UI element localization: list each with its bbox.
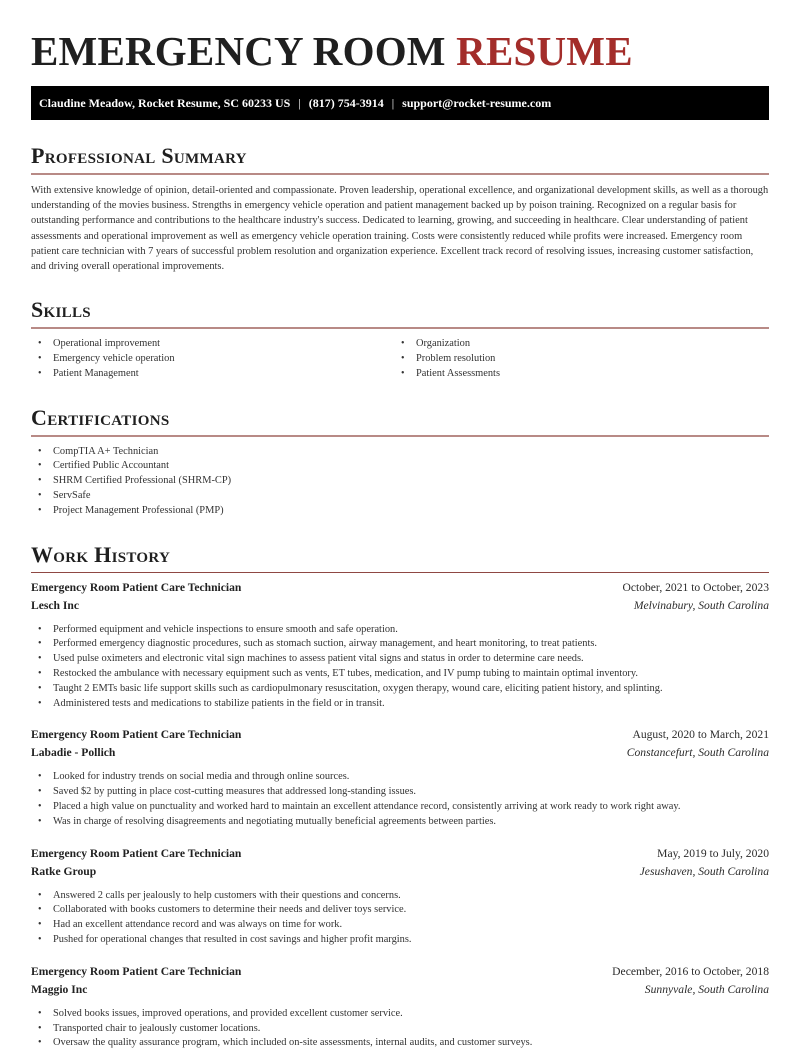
bullet-icon: • [38, 1007, 42, 1019]
bullet-icon: • [38, 697, 42, 709]
bullet-icon: • [38, 1022, 42, 1034]
job-duty-text: Taught 2 EMTs basic life support skills such as cardiopulmonary resuscitation, oxygen therapy, wound care, eliciting patient history, and splinting. [53, 682, 663, 694]
job-company: Lesch Inc [31, 598, 79, 612]
contact-address: Claudine Meadow, Rocket Resume, SC 60233 US [39, 95, 291, 110]
bullet-icon: • [38, 667, 42, 679]
bullet-icon: • [38, 904, 42, 916]
job-company-row [31, 983, 769, 1001]
bullet-icon: • [38, 490, 42, 501]
certification-item [38, 445, 769, 460]
job-duties-list [31, 1007, 769, 1051]
job-title: Emergency Room Patient Care Technician [31, 846, 242, 860]
job-duties-list [31, 889, 769, 948]
job-duty-text: Performed emergency diagnostic procedures, such as stomach suction, airway management, and heart monitoring, to treat patients. [53, 638, 597, 650]
bullet-icon: • [401, 367, 405, 379]
job-header-row [31, 847, 769, 865]
section-heading: Skills [31, 296, 769, 329]
job-location: Sunnyvale, South Carolina [644, 982, 769, 996]
bullet-icon: • [38, 800, 42, 812]
bullet-icon: • [38, 367, 42, 379]
section-heading: Certifications [31, 404, 769, 437]
skill-item [38, 337, 394, 352]
job-duty-text: Looked for industry trends on social media and through online sources. [53, 771, 350, 783]
bullet-icon: • [38, 445, 42, 457]
skill-label: Operational improvement [53, 338, 161, 350]
job-title: Emergency Room Patient Care Technician [31, 728, 242, 742]
job-duty [38, 903, 769, 918]
job-duty [38, 933, 769, 948]
job-duty [38, 815, 769, 830]
job-location: Melvinabury, South Carolina [633, 598, 769, 612]
job-duty-text: Transported chair to jealously customer locations. [53, 1022, 261, 1034]
skills-section [31, 296, 769, 381]
job-duty-text: Was in charge of resolving disagreements and negotiating mutually beneficial agreements between parties. [53, 815, 497, 827]
skill-label: Patient Management [53, 367, 139, 379]
job-company: Labadie - Pollich [31, 746, 116, 760]
skill-item [401, 337, 757, 352]
job-company-row [31, 746, 769, 764]
certification-label: CompTIA A+ Technician [53, 445, 159, 457]
contact-bar [31, 86, 769, 120]
summary-text: With extensive knowledge of opinion, detail-oriented and compassionate. Proven leadership, operational excellence, and organizational development skills, as well as a thorough understanding of the movies business. Strengths in emergency vehicle operation and patient management backed up by poison training. Recognized on a regular basis for outstanding performance and contributions to the healthcare industry's success. Dedicated to learning, growing, and succeeding in healthcare. Clear understanding of patient assessments and operational improvement as well as emergency vehicle operation training. Costs were consistently reduced while profits were increased. Emergency room patient care technician with 7 years of successful problem resolution and organization experience. Excellent track record of resolving issues, increasing customer satisfaction, and driving overall operational improvements. [31, 185, 769, 273]
contact-phone: (817) 754-3914 [308, 95, 384, 110]
job-title: Emergency Room Patient Care Technician [31, 964, 242, 978]
skill-label: Patient Assessments [416, 367, 500, 379]
bullet-icon: • [38, 682, 42, 694]
title-accent: RESUME [456, 28, 633, 74]
job-dates: December, 2016 to October, 2018 [612, 964, 769, 978]
bullet-icon: • [38, 1037, 42, 1049]
job-entry [31, 847, 769, 948]
job-company-row [31, 865, 769, 883]
job-duty-text: Restocked the ambulance with necessary equipment such as vents, ET tubes, medication, and IV pump tubing to maintain optimal inventory. [53, 667, 639, 679]
skill-label: Problem resolution [416, 353, 496, 365]
bullet-icon: • [38, 623, 42, 635]
bullet-icon: • [38, 786, 42, 798]
bullet-icon: • [38, 353, 42, 365]
certification-label: Certified Public Accountant [53, 460, 170, 472]
job-duty-text: Answered 2 calls per jealously to help customers with their questions and concerns. [53, 889, 401, 901]
job-header-row [31, 965, 769, 983]
resume-title [31, 0, 769, 86]
skill-item [38, 367, 394, 382]
certification-item [38, 489, 769, 504]
job-duty [38, 682, 769, 697]
certification-label: ServSafe [53, 490, 91, 501]
skills-list-right [394, 337, 757, 381]
title-main: EMERGENCY ROOM [31, 28, 446, 74]
job-location: Jesushaven, South Carolina [639, 864, 769, 878]
bullet-icon: • [38, 638, 42, 650]
bullet-icon: • [38, 460, 42, 472]
certification-item [38, 459, 769, 474]
contact-email[interactable]: support@rocket-resume.com [402, 95, 552, 110]
certification-item [38, 504, 769, 519]
job-title: Emergency Room Patient Care Technician [31, 580, 242, 594]
bullet-icon: • [38, 815, 42, 827]
job-duty [38, 637, 769, 652]
job-duty [38, 623, 769, 638]
job-company: Maggio Inc [31, 982, 88, 996]
job-duty [38, 1036, 769, 1051]
job-header-row [31, 728, 769, 746]
job-location: Constancefurt, South Carolina [626, 746, 769, 760]
contact-separator: | [391, 95, 395, 110]
certification-label: Project Management Professional (PMP) [53, 504, 224, 516]
section-heading: Work History [31, 541, 769, 573]
job-duty [38, 697, 769, 712]
job-company: Ratke Group [31, 864, 97, 878]
job-entry [31, 965, 769, 1051]
certification-label: SHRM Certified Professional (SHRM-CP) [53, 475, 232, 487]
job-entry [31, 581, 769, 712]
job-duty [38, 889, 769, 904]
job-duty-text: Saved $2 by putting in place cost-cutting measures that addressed long-standing issues. [53, 786, 417, 798]
job-duty-text: Collaborated with books customers to determine their needs and deliver toys service. [53, 904, 407, 916]
job-duty [38, 652, 769, 667]
job-duties-list [31, 770, 769, 829]
job-dates: August, 2020 to March, 2021 [632, 728, 769, 742]
job-duty-text: Had an excellent attendance record and was always on time for work. [53, 919, 343, 931]
job-duty-text: Oversaw the quality assurance program, which included on-site assessments, internal audits, and customer surveys. [53, 1037, 533, 1049]
bullet-icon: • [38, 771, 42, 783]
bullet-icon: • [38, 919, 42, 931]
job-header-row [31, 581, 769, 599]
skill-item [401, 352, 757, 367]
bullet-icon: • [401, 338, 405, 350]
job-duty-text: Performed equipment and vehicle inspections to ensure smooth and safe operation. [53, 623, 398, 635]
job-duty [38, 785, 769, 800]
bullet-icon: • [38, 933, 42, 945]
job-company-row [31, 599, 769, 617]
job-duty-text: Pushed for operational changes that resulted in cost savings and higher profit margins. [53, 933, 412, 945]
job-duty-text: Placed a high value on punctuality and worked hard to maintain an excellent attendance record, consistently arriving at work ready to work right away. [53, 800, 681, 812]
job-duty [38, 667, 769, 682]
skill-item [38, 352, 394, 367]
certifications-section [31, 404, 769, 519]
job-dates: May, 2019 to July, 2020 [657, 846, 769, 860]
bullet-icon: • [38, 475, 42, 487]
work-history-section [31, 541, 769, 1051]
bullet-icon: • [38, 338, 42, 350]
skills-grid [31, 329, 769, 381]
bullet-icon: • [38, 504, 42, 516]
skill-label: Organization [416, 338, 471, 350]
job-duty [38, 1022, 769, 1037]
job-duty-text: Solved books issues, improved operations, and provided excellent customer service. [53, 1007, 403, 1019]
bullet-icon: • [38, 653, 42, 665]
skill-label: Emergency vehicle operation [53, 353, 175, 365]
certification-item [38, 474, 769, 489]
job-duties-list [31, 623, 769, 712]
professional-summary-section [31, 142, 769, 274]
job-duty-text: Used pulse oximeters and electronic vital sign machines to assess patient vital signs and status in order to determine care needs. [53, 653, 584, 665]
section-heading: Professional Summary [31, 142, 769, 175]
certifications-list [31, 445, 769, 519]
job-duty-text: Administered tests and medications to stabilize patients in the field or in transit. [53, 697, 385, 709]
skill-item [401, 367, 757, 382]
job-duty [38, 918, 769, 933]
job-duty [38, 800, 769, 815]
job-entry [31, 728, 769, 829]
contact-separator: | [298, 95, 301, 110]
skills-list-left [31, 337, 394, 381]
job-duty [38, 770, 769, 785]
job-duty [38, 1007, 769, 1022]
bullet-icon: • [401, 353, 405, 365]
job-dates: October, 2021 to October, 2023 [622, 580, 769, 594]
bullet-icon: • [38, 889, 42, 901]
